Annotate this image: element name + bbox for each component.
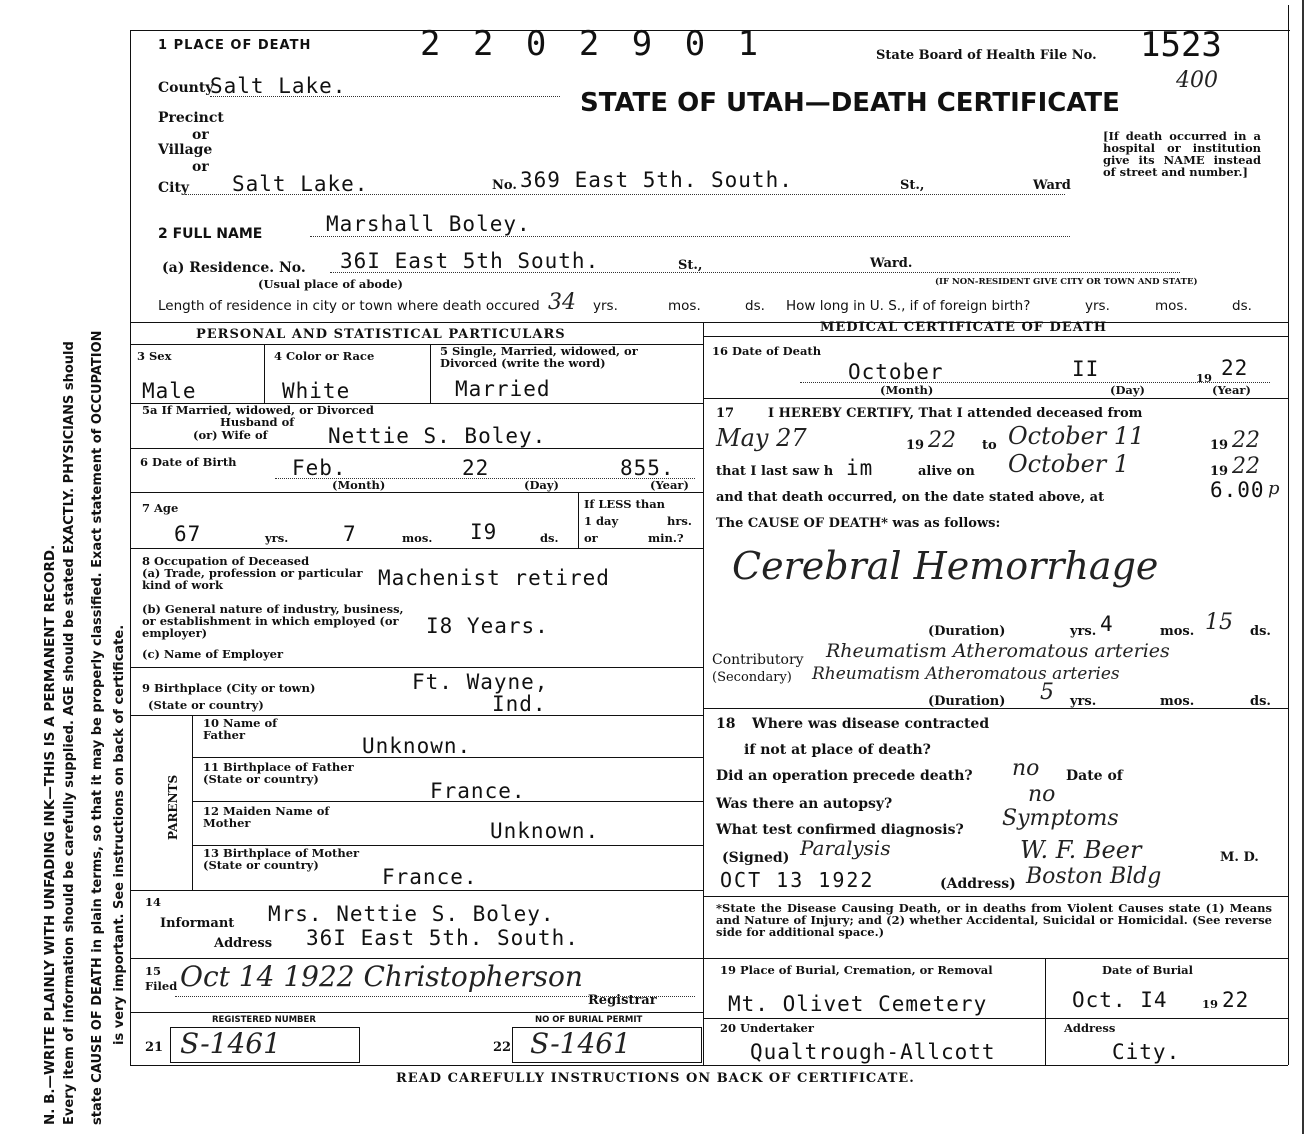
dob-day: 22: [462, 456, 490, 480]
color-value: White: [282, 379, 351, 403]
autopsy-value: no: [1028, 782, 1056, 807]
or-2: or: [192, 159, 209, 175]
where-contracted-label: Where was disease contracted: [752, 716, 990, 732]
us-yrs-label: yrs.: [1085, 298, 1110, 314]
row-line-2: [130, 448, 703, 449]
burial-year-prefix: 19: [1202, 997, 1219, 1011]
non-resident-note: (IF NON-RESIDENT GIVE CITY OR TOWN AND STATE): [935, 277, 1198, 287]
scan-edge: [1302, 0, 1304, 1134]
med-line-3: [703, 896, 1288, 897]
duration-ds-label: ds.: [1250, 624, 1271, 639]
row-line-7: [192, 757, 703, 758]
burial-permit-label: NO OF BURIAL PERMIT: [535, 1015, 643, 1025]
occupation-b-label: (b) General nature of industry, business, or establishment in which employed (or employer): [142, 602, 404, 640]
dob-year: 855.: [620, 456, 675, 480]
street-st-label: St.,: [900, 178, 925, 193]
hospital-note: [If death occurred in a hospital or institution give its NAME instead of street and number.]: [1103, 129, 1261, 179]
age-label: 7 Age: [142, 501, 179, 515]
birthplace-city: Ft. Wayne,: [412, 670, 549, 694]
where-number: 18: [716, 716, 736, 732]
spouse-label-2: Husband of: [220, 415, 295, 429]
stamp-number: 2 2 0 2 9 0 1: [420, 24, 765, 64]
full-name-line: [310, 236, 1070, 237]
physician-address-label: (Address): [940, 876, 1016, 892]
informant-value: Mrs. Nettie S. Boley.: [268, 902, 555, 926]
county-value: Salt Lake.: [210, 74, 347, 98]
father-value: Unknown.: [362, 734, 472, 758]
one-day-label: 1 day: [584, 514, 619, 528]
mother-value: Unknown.: [490, 819, 600, 843]
burial-year: 22: [1222, 988, 1250, 1012]
occupation-c-label: (c) Name of Employer: [142, 647, 284, 661]
secondary-label: (Secondary): [712, 670, 792, 685]
if-not-place-label: if not at place of death?: [744, 742, 931, 758]
footer-instructions: READ CAREFULLY INSTRUCTIONS ON BACK OF CERTIFICATE.: [396, 1071, 915, 1086]
father-birthplace-label: 11 Birthplace of Father (State or country): [203, 760, 354, 786]
alive-on-label: alive on: [918, 464, 975, 479]
alive-on-date: October 1: [1008, 450, 1130, 478]
death-time-suffix: p: [1268, 478, 1280, 499]
registered-number-label: REGISTERED NUMBER: [212, 1015, 316, 1025]
row-line-10: [130, 890, 703, 891]
autopsy-label: Was there an autopsy?: [716, 796, 893, 812]
sex-label: 3 Sex: [137, 349, 172, 363]
last-saw-label: that I last saw h: [716, 464, 834, 479]
county-label: County: [158, 80, 214, 96]
county-line: [210, 96, 560, 97]
ward-label: Ward: [1033, 178, 1071, 193]
village-label: Village: [158, 142, 213, 158]
file-number: 1523: [1140, 25, 1222, 65]
occupation-b-value: I8 Years.: [426, 614, 549, 638]
us-mos-label: mos.: [1155, 298, 1188, 314]
death-day: II: [1072, 357, 1100, 381]
section-divider: [130, 322, 1288, 323]
age-divider: [578, 492, 579, 548]
signed-label: (Signed): [722, 850, 790, 866]
file-number-label: State Board of Health File No.: [876, 48, 1097, 63]
to-label: to: [982, 438, 997, 453]
row-line-11: [130, 958, 703, 959]
burial-permit-value: S-1461: [530, 1027, 631, 1060]
cause-label: The CAUSE OF DEATH* was as follows:: [716, 516, 1001, 531]
length-residence-label: Length of residence in city or town where death occured: [158, 298, 540, 314]
duration2-ds-label: ds.: [1250, 694, 1271, 709]
from-year-prefix: 19: [906, 438, 925, 453]
duration2-mos-label: mos.: [1160, 694, 1195, 709]
death-day-label: (Day): [1110, 383, 1145, 397]
mother-birthplace-label: 13 Birthplace of Mother (State or country): [203, 846, 360, 872]
from-year: 22: [928, 428, 956, 453]
residence-value: 36I East 5th South.: [340, 249, 600, 273]
sidebar-line-2: Every item of information should be carefully supplied. AGE should be stated EXACTLY. PHYSICIANS should: [62, 341, 77, 1125]
full-name-value: Marshall Boley.: [326, 212, 531, 236]
sidebar-line-3: state CAUSE OF DEATH in plain terms, so that it may be properly classified. Exact statement of OCCUPATION: [90, 330, 105, 1125]
contributory-value-2: Rheumatism Atheromatous arteries: [812, 664, 1120, 684]
marital-label: 5 Single, Married, widowed, or Divorced (write the word): [440, 344, 638, 370]
death-year: 22: [1221, 356, 1249, 380]
filed-value: Oct 14 1922 Christopherson: [180, 960, 583, 993]
test-value: Symptoms: [1002, 806, 1119, 831]
medical-heading-line: [703, 336, 1288, 337]
us-ds-label: ds.: [1232, 298, 1252, 314]
registered-number-value: S-1461: [180, 1027, 281, 1060]
burial-place-value: Mt. Olivet Cemetery: [728, 992, 988, 1016]
certify-number: 17: [716, 406, 735, 421]
length-residence-years: 34: [548, 290, 576, 315]
physician-address-value: Boston Bldg: [1026, 864, 1162, 889]
age-ds-label: ds.: [540, 531, 559, 545]
occupation-label: 8 Occupation of Deceased: [142, 554, 310, 568]
filed-number: 15: [145, 964, 162, 978]
contributory-value-1: Rheumatism Atheromatous arteries: [826, 640, 1170, 662]
dob-month-label: (Month): [332, 478, 386, 492]
physician-signature: W. F. Beer: [1020, 836, 1142, 864]
parents-label: PARENTS: [166, 774, 180, 840]
father-birthplace-value: France.: [430, 779, 526, 803]
frame-right: [1288, 5, 1289, 1065]
duration-months: 15: [1205, 610, 1233, 635]
full-name-label: 2 FULL NAME: [158, 226, 263, 242]
marital-value: Married: [455, 377, 551, 401]
death-year-prefix: 19: [1196, 371, 1213, 385]
informant-number: 14: [145, 895, 162, 909]
place-of-death-label: 1 PLACE OF DEATH: [158, 38, 312, 53]
alive-year: 22: [1232, 454, 1260, 479]
sidebar-line-1: N. B.—WRITE PLAINLY WITH UNFADING INK—THIS IS A PERMANENT RECORD.: [42, 544, 58, 1125]
date-of-death-label: 16 Date of Death: [712, 344, 822, 358]
death-occurred-text: and that death occurred, on the date stated above, at: [716, 490, 1105, 505]
age-days: I9: [470, 520, 498, 544]
burial-date-value: Oct. I4: [1072, 988, 1168, 1012]
informant-address-value: 36I East 5th. South.: [306, 926, 579, 950]
md-label: M. D.: [1220, 850, 1259, 865]
duration-label: (Duration): [928, 624, 1006, 639]
row-line-8: [192, 801, 703, 802]
file-number-secondary: 400: [1176, 68, 1218, 93]
precinct-label: Precinct: [158, 110, 224, 126]
center-divider: [703, 322, 704, 1065]
registered-prefix: 21: [145, 1040, 164, 1055]
last-saw-him: im: [846, 456, 874, 480]
attended-from-date: May 27: [716, 424, 807, 452]
residence-label: (a) Residence. No.: [162, 260, 306, 276]
row-line-3: [130, 492, 703, 493]
certify-text: I HEREBY CERTIFY, That I attended deceased from: [768, 406, 1143, 421]
medical-heading: MEDICAL CERTIFICATE OF DEATH: [820, 320, 1108, 335]
street-no-label: No.: [492, 178, 517, 193]
burial-permit-prefix: 22: [493, 1040, 512, 1055]
color-label: 4 Color or Race: [274, 349, 375, 363]
hrs-label: hrs.: [667, 514, 692, 528]
city-value: Salt Lake.: [232, 172, 369, 196]
color-divider: [430, 344, 431, 404]
residence-ward-label: Ward.: [870, 256, 913, 271]
dob-label: 6 Date of Birth: [140, 455, 237, 469]
less-than-label: If LESS than: [584, 497, 666, 511]
age-months: 7: [343, 522, 357, 546]
mother-label: 12 Maiden Name of Mother: [203, 804, 330, 830]
to-year: 22: [1232, 428, 1260, 453]
med-line-2: [703, 708, 1288, 709]
operation-label: Did an operation precede death?: [716, 768, 973, 784]
death-year-label: (Year): [1212, 383, 1251, 397]
parents-divider: [192, 715, 193, 890]
birthplace-state: Ind.: [492, 692, 547, 716]
residence-line: [330, 272, 1180, 273]
mother-birthplace-value: France.: [382, 865, 478, 889]
frame-bottom: [130, 1065, 1288, 1066]
duration2-yrs-label: yrs.: [1070, 694, 1097, 709]
burial-place-label: 19 Place of Burial, Cremation, or Removal: [720, 963, 993, 977]
duration-years: 4: [1100, 612, 1114, 636]
test-label: What test confirmed diagnosis?: [716, 822, 964, 838]
dob-day-label: (Day): [524, 478, 559, 492]
us-residence-label: How long in U. S., if of foreign birth?: [786, 298, 1031, 314]
undertaker-value: Qualtrough-Allcott: [750, 1040, 996, 1064]
dob-month: Feb.: [292, 456, 347, 480]
received-stamp: OCT 13 1922: [720, 868, 875, 892]
undertaker-address-label: Address: [1064, 1021, 1116, 1035]
undertaker-label: 20 Undertaker: [720, 1021, 814, 1035]
duration2-label: (Duration): [928, 694, 1006, 709]
duration-yrs-label: yrs.: [1070, 624, 1097, 639]
spouse-label-1: 5a If Married, widowed, or Divorced: [142, 403, 374, 417]
personal-heading: PERSONAL AND STATISTICAL PARTICULARS: [196, 327, 566, 342]
cause-footnote: *State the Disease Causing Death, or in deaths from Violent Causes state (1) Means and Nature of Injury; and (2) whether Accidental, Suicidal or Homicidal. (See reverse side for additional space.): [716, 901, 1272, 939]
sex-divider: [264, 344, 265, 404]
sidebar-line-4: is very important. See instructions on back of certificate.: [112, 624, 127, 1045]
spouse-value: Nettie S. Boley.: [328, 424, 547, 448]
occupation-a-label: (a) Trade, profession or particular kind of work: [142, 566, 363, 592]
signed-extra: Paralysis: [800, 836, 891, 860]
operation-date-label: Date of: [1066, 768, 1123, 784]
birthplace-label: 9 Birthplace (City or town): [142, 681, 316, 695]
informant-label: Informant: [160, 916, 235, 931]
age-yrs-label: yrs.: [265, 531, 289, 545]
residence-st-label: St.,: [678, 258, 703, 273]
med-line-1: [703, 398, 1288, 399]
length-mos-label: mos.: [668, 298, 701, 314]
length-ds-label: ds.: [745, 298, 765, 314]
informant-address-label: Address: [214, 936, 273, 951]
med-line-4: [703, 958, 1288, 959]
occupation-a-value: Machenist retired: [378, 566, 610, 590]
undertaker-address-value: City.: [1112, 1040, 1181, 1064]
age-mos-label: mos.: [402, 531, 433, 545]
dob-year-label: (Year): [650, 478, 689, 492]
city-line: [185, 194, 1065, 195]
death-month-label: (Month): [880, 383, 934, 397]
to-year-prefix: 19: [1210, 438, 1229, 453]
alive-year-prefix: 19: [1210, 464, 1229, 479]
certificate-title: STATE OF UTAH—DEATH CERTIFICATE: [580, 88, 1120, 118]
death-month: October: [848, 360, 944, 384]
filed-label: Filed: [145, 979, 178, 993]
or-1: or: [192, 127, 209, 143]
death-time: 6.00: [1210, 478, 1265, 502]
or-label: or: [584, 531, 598, 545]
length-yrs-label: yrs.: [593, 298, 618, 314]
death-date-line: [800, 382, 1270, 383]
street-value: 369 East 5th. South.: [520, 168, 793, 192]
med-line-5: [703, 1018, 1288, 1019]
birthplace-sub-label: (State or country): [148, 698, 264, 712]
attended-to-date: October 11: [1008, 422, 1145, 450]
spouse-label-3: (or) Wife of: [193, 428, 268, 442]
burial-divider: [1045, 958, 1046, 1065]
age-years: 67: [174, 522, 202, 546]
sex-value: Male: [142, 379, 197, 403]
operation-value: no: [1012, 756, 1040, 781]
city-label: City: [158, 180, 190, 196]
father-label: 10 Name of Father: [203, 716, 278, 742]
row-line-4: [130, 548, 703, 549]
duration-mos-label: mos.: [1160, 624, 1195, 639]
row-line-5: [130, 667, 703, 668]
contributory-label: Contributory: [712, 652, 804, 668]
registrar-label: Registrar: [588, 993, 657, 1008]
usual-abode-label: (Usual place of abode): [258, 277, 403, 291]
row-line-12: [130, 1012, 703, 1013]
cause-value: Cerebral Hemorrhage: [732, 544, 1159, 588]
duration2-years: 5: [1040, 680, 1054, 705]
burial-date-label: Date of Burial: [1102, 963, 1194, 977]
min-label: min.?: [648, 531, 684, 545]
